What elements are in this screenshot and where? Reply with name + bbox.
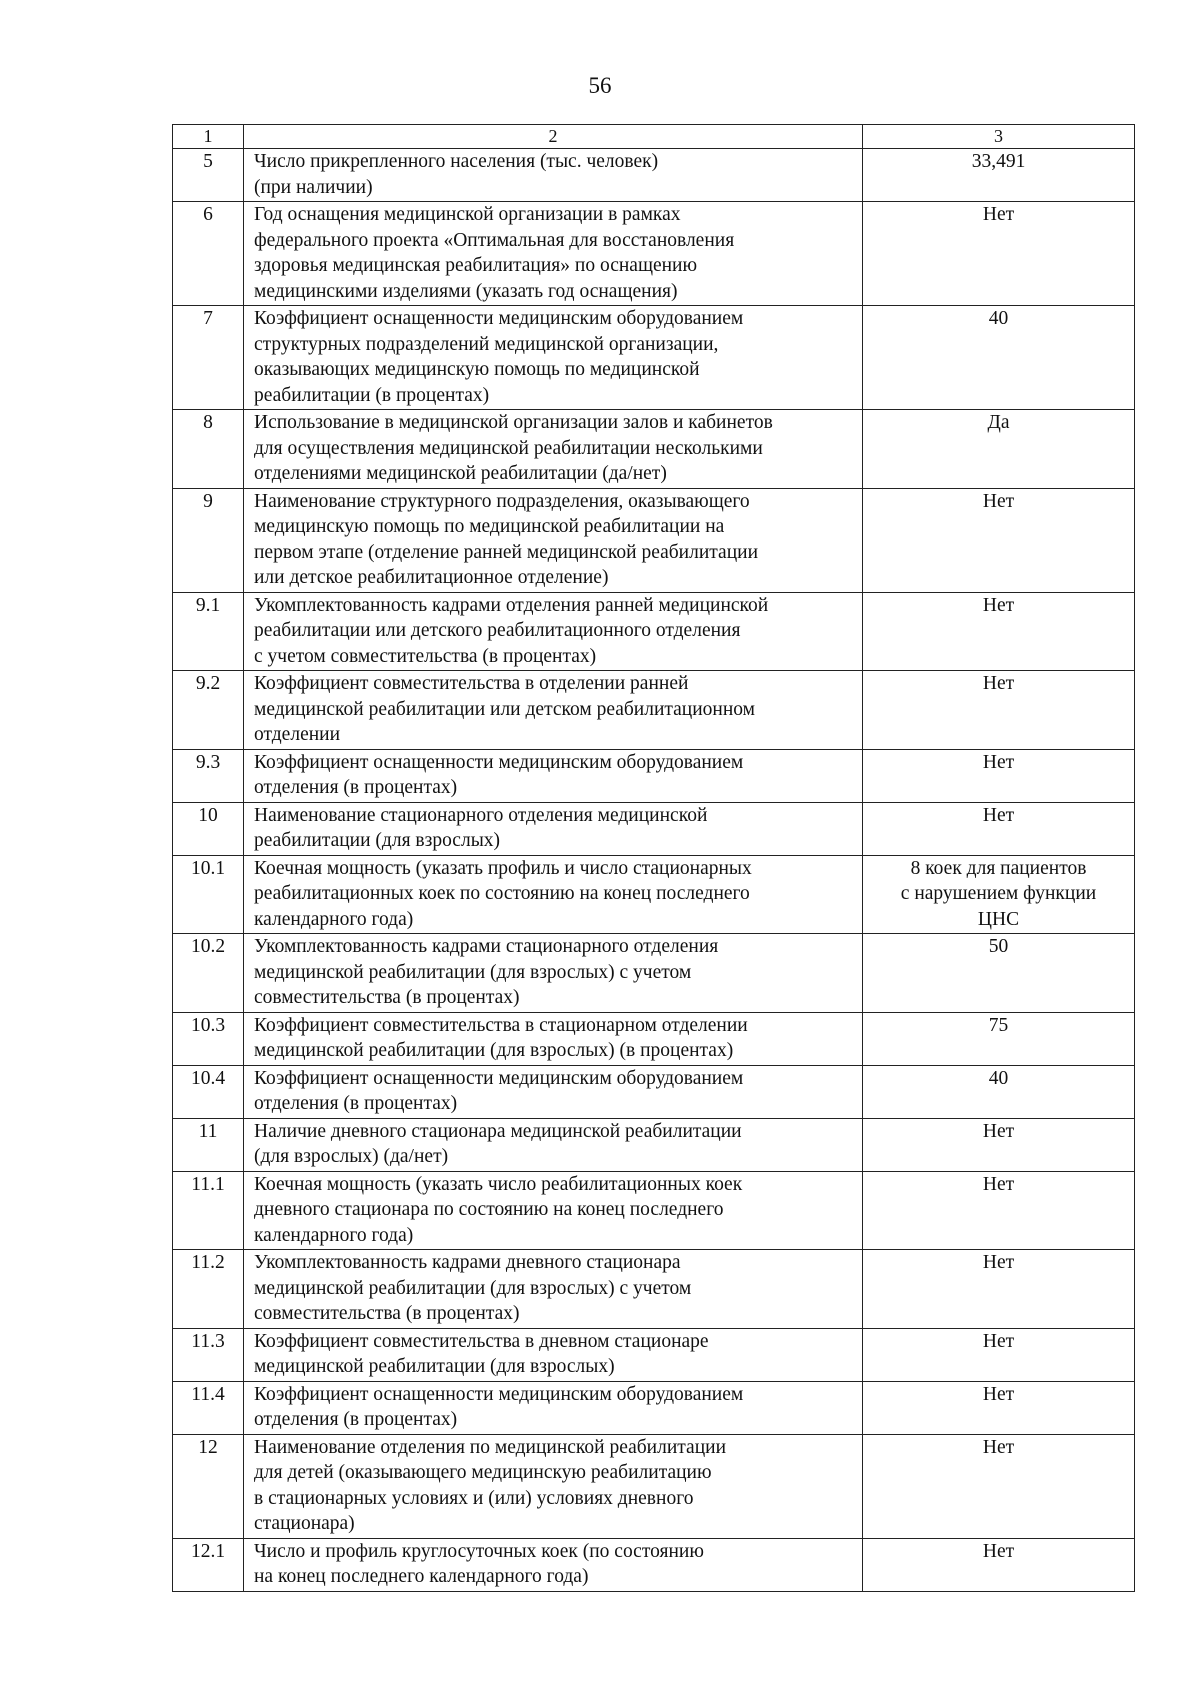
table-body [173, 125, 1135, 1592]
table-row [173, 202, 1135, 306]
table-row [173, 1381, 1135, 1434]
table-row [173, 1434, 1135, 1538]
row-number-cell: 5 [173, 149, 244, 202]
row-number-cell: 10.2 [173, 934, 244, 1013]
table-header-row [173, 125, 1135, 149]
row-number-cell: 10.3 [173, 1012, 244, 1065]
table-row [173, 306, 1135, 410]
row-number-cell: 9.3 [173, 749, 244, 802]
row-number-cell: 12.1 [173, 1538, 244, 1591]
row-description-cell: Коэффициент совместительства в отделении ранней медицинской реабилитации или детском реабилитационном отделении [244, 671, 863, 750]
row-value-cell: 33,491 [863, 149, 1135, 202]
row-number-cell: 9.2 [173, 671, 244, 750]
row-value-cell: Нет [863, 1381, 1135, 1434]
row-number-cell: 12 [173, 1434, 244, 1538]
table-row [173, 1012, 1135, 1065]
row-description-cell: Наименование стационарного отделения медицинской реабилитации (для взрослых) [244, 802, 863, 855]
table-row [173, 1065, 1135, 1118]
table-row [173, 671, 1135, 750]
row-value-cell: Нет [863, 592, 1135, 671]
table-row [173, 149, 1135, 202]
row-value-cell: Нет [863, 749, 1135, 802]
row-value-cell: Нет [863, 1118, 1135, 1171]
row-number-cell: 11.4 [173, 1381, 244, 1434]
row-description-cell: Укомплектованность кадрами стационарного отделения медицинской реабилитации (для взрослых) с учетом совместительства (в процентах) [244, 934, 863, 1013]
table-row [173, 1538, 1135, 1591]
column-header-value: 3 [863, 125, 1135, 149]
row-value-cell: Нет [863, 488, 1135, 592]
row-description-cell: Коэффициент оснащенности медицинским оборудованием отделения (в процентах) [244, 1065, 863, 1118]
row-description-cell: Коэффициент совместительства в стационарном отделении медицинской реабилитации (для взрослых) (в процентах) [244, 1012, 863, 1065]
row-value-cell: Нет [863, 671, 1135, 750]
table-row [173, 592, 1135, 671]
row-value-cell: Нет [863, 1171, 1135, 1250]
row-description-cell: Наличие дневного стационара медицинской реабилитации (для взрослых) (да/нет) [244, 1118, 863, 1171]
row-description-cell: Коэффициент совместительства в дневном стационаре медицинской реабилитации (для взрослых) [244, 1328, 863, 1381]
row-value-cell: 50 [863, 934, 1135, 1013]
table-row [173, 1171, 1135, 1250]
row-value-cell: 75 [863, 1012, 1135, 1065]
row-description-cell: Укомплектованность кадрами дневного стационара медицинской реабилитации (для взрослых) с учетом совместительства (в процентах) [244, 1250, 863, 1329]
row-description-cell: Коечная мощность (указать число реабилитационных коек дневного стационара по состоянию на конец последнего календарного года) [244, 1171, 863, 1250]
row-number-cell: 11.2 [173, 1250, 244, 1329]
table-row [173, 410, 1135, 489]
row-value-cell: Да [863, 410, 1135, 489]
row-value-cell: Нет [863, 1434, 1135, 1538]
row-number-cell: 11.3 [173, 1328, 244, 1381]
row-number-cell: 10.1 [173, 855, 244, 934]
row-value-cell: Нет [863, 1250, 1135, 1329]
row-number-cell: 11 [173, 1118, 244, 1171]
row-description-cell: Число прикрепленного населения (тыс. человек) (при наличии) [244, 149, 863, 202]
column-header-description: 2 [244, 125, 863, 149]
row-value-cell: Нет [863, 802, 1135, 855]
table-row [173, 802, 1135, 855]
row-description-cell: Коэффициент оснащенности медицинским оборудованием отделения (в процентах) [244, 1381, 863, 1434]
row-number-cell: 10 [173, 802, 244, 855]
row-number-cell: 10.4 [173, 1065, 244, 1118]
column-header-number: 1 [173, 125, 244, 149]
page-number: 56 [588, 73, 612, 98]
row-description-cell: Наименование отделения по медицинской реабилитации для детей (оказывающего медицинскую реабилитацию в стационарных условиях и (или) условиях дневного стационара) [244, 1434, 863, 1538]
row-number-cell: 11.1 [173, 1171, 244, 1250]
row-number-cell: 7 [173, 306, 244, 410]
table-row [173, 1250, 1135, 1329]
row-number-cell: 9.1 [173, 592, 244, 671]
row-value-cell: 40 [863, 1065, 1135, 1118]
row-value-cell: Нет [863, 202, 1135, 306]
row-value-cell: Нет [863, 1328, 1135, 1381]
row-description-cell: Число и профиль круглосуточных коек (по состоянию на конец последнего календарного года) [244, 1538, 863, 1591]
row-value-cell: 40 [863, 306, 1135, 410]
row-number-cell: 6 [173, 202, 244, 306]
row-description-cell: Использование в медицинской организации залов и кабинетов для осуществления медицинской реабилитации несколькими отделениями медицинской реабилитации (да/нет) [244, 410, 863, 489]
row-description-cell: Укомплектованность кадрами отделения ранней медицинской реабилитации или детского реабилитационного отделения с учетом совместительства (в процентах) [244, 592, 863, 671]
row-value-cell: 8 коек для пациентов с нарушением функции ЦНС [863, 855, 1135, 934]
row-description-cell: Коечная мощность (указать профиль и число стационарных реабилитационных коек по состоянию на конец последнего календарного года) [244, 855, 863, 934]
table-row [173, 1328, 1135, 1381]
table-row [173, 934, 1135, 1013]
row-number-cell: 9 [173, 488, 244, 592]
indicators-table [172, 124, 1135, 1592]
row-description-cell: Наименование структурного подразделения, оказывающего медицинскую помощь по медицинской реабилитации на первом этапе (отделение ранней медицинской реабилитации или детское реабилитационное отделение) [244, 488, 863, 592]
table-row [173, 1118, 1135, 1171]
row-description-cell: Коэффициент оснащенности медицинским оборудованием отделения (в процентах) [244, 749, 863, 802]
row-value-cell: Нет [863, 1538, 1135, 1591]
row-description-cell: Коэффициент оснащенности медицинским оборудованием структурных подразделений медицинской организации, оказывающих медицинскую помощь по медицинской реабилитации (в процентах) [244, 306, 863, 410]
table-row [173, 488, 1135, 592]
table-row [173, 855, 1135, 934]
row-number-cell: 8 [173, 410, 244, 489]
row-description-cell: Год оснащения медицинской организации в рамках федерального проекта «Оптимальная для восстановления здоровья медицинская реабилитация» по оснащению медицинскими изделиями (указать год оснащения) [244, 202, 863, 306]
table-row [173, 749, 1135, 802]
